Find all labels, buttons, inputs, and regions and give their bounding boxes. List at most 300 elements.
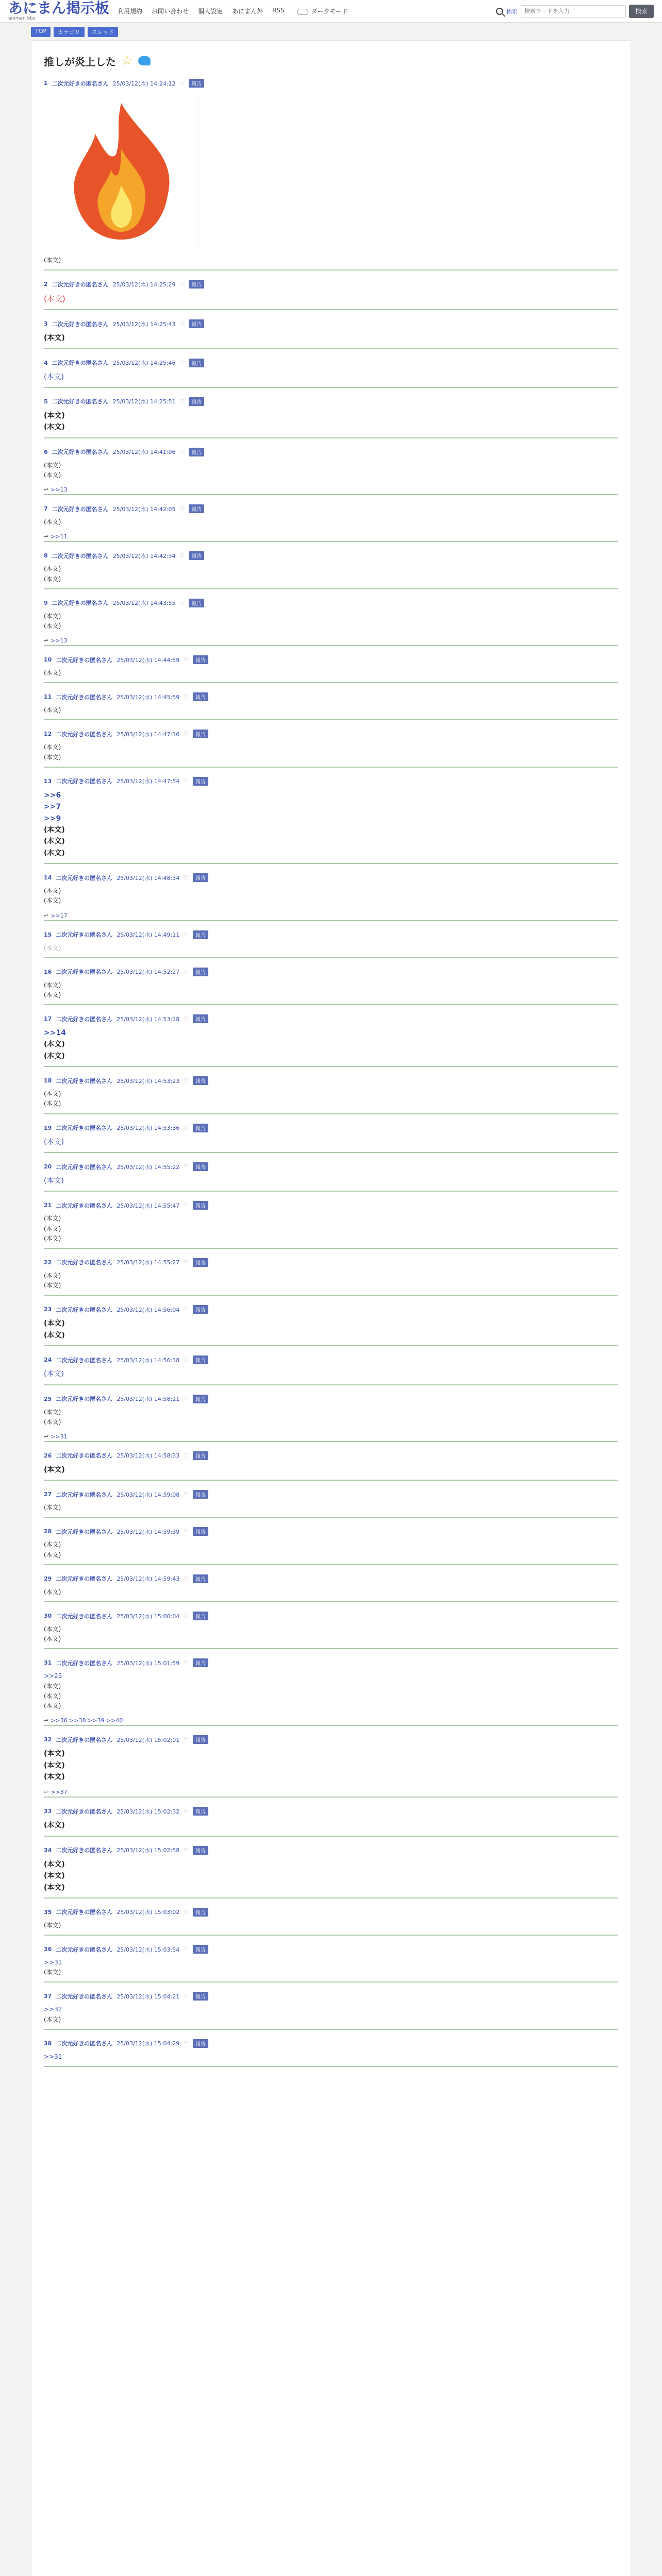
post-text-line: (本文)	[44, 1234, 61, 1242]
reply-icon: ↩	[44, 1433, 49, 1440]
post-number[interactable]: 19	[44, 1124, 52, 1131]
post-item	[44, 1011, 618, 1067]
like-heart-icon[interactable]: ♡	[184, 1395, 189, 1402]
report-button[interactable]: 報告	[193, 1992, 208, 2001]
post-text-line: (本文)	[44, 423, 65, 432]
poster-name: 二次元好きの匿名さん	[56, 1306, 113, 1313]
report-button[interactable]: 報告	[193, 1395, 208, 1403]
reply-link[interactable]: >>13	[51, 486, 68, 494]
report-button[interactable]: 報告	[193, 1945, 208, 1954]
like-heart-icon[interactable]: ♡	[179, 505, 185, 513]
post-date: 25/03/12(水) 14:48:34	[117, 874, 180, 882]
breadcrumb-top[interactable]: TOP	[31, 27, 51, 37]
post-number[interactable]: 17	[44, 1015, 52, 1023]
like-heart-icon[interactable]: ♡	[184, 1575, 189, 1582]
post-number[interactable]: 34	[44, 1846, 52, 1854]
post-header	[44, 1945, 618, 1954]
post-text-line: (本文)	[44, 2015, 61, 2023]
post-number[interactable]: 7	[44, 505, 48, 513]
search-button[interactable]: 検索	[629, 5, 654, 18]
poster-name: 二次元好きの匿名さん	[56, 731, 113, 738]
like-heart-icon[interactable]: ♡	[179, 448, 185, 455]
report-button[interactable]: 報告	[193, 1807, 208, 1816]
reply-links	[44, 531, 618, 541]
post-separator	[44, 957, 618, 958]
post-date: 25/03/12(水) 14:53:18	[117, 1015, 180, 1023]
post-date: 25/03/12(水) 14:43:55	[112, 600, 176, 607]
poster-name: 二次元好きの匿名さん	[52, 281, 109, 288]
post-number[interactable]: 9	[44, 599, 48, 606]
poster-name: 二次元好きの匿名さん	[56, 656, 113, 664]
dark-mode-label: ダークモード	[311, 8, 349, 15]
post-body	[44, 1171, 618, 1191]
post-text-line: (本文)	[44, 1465, 65, 1474]
report-button[interactable]: 報告	[189, 448, 204, 456]
report-button[interactable]: 報告	[189, 397, 204, 406]
like-heart-icon[interactable]: ♡	[179, 281, 185, 288]
poster-name: 二次元好きの匿名さん	[56, 1396, 113, 1403]
reply-link[interactable]: >>17	[51, 912, 68, 919]
post-separator	[44, 1066, 618, 1067]
post-number[interactable]: 32	[44, 1736, 52, 1743]
post-number[interactable]: 14	[44, 874, 52, 882]
like-heart-icon[interactable]: ♡	[179, 320, 185, 328]
post-item	[44, 1487, 618, 1518]
post-body	[44, 1855, 618, 1897]
post-text-line[interactable]: >>31	[44, 2053, 62, 2060]
post-number[interactable]: 12	[44, 731, 52, 738]
poster-name: 二次元好きの匿名さん	[56, 2040, 113, 2047]
twitter-share-icon[interactable]	[138, 56, 151, 65]
report-button[interactable]: 報告	[189, 79, 204, 88]
like-heart-icon[interactable]: ♡	[184, 1908, 189, 1916]
post-text-line: (本文)	[44, 1541, 61, 1549]
report-button[interactable]: 報告	[193, 1735, 208, 1744]
nav-settings[interactable]: 個人設定	[198, 8, 223, 15]
report-button[interactable]: 報告	[193, 1258, 208, 1267]
post-separator	[44, 863, 618, 864]
page-title: 推しが炎上した	[44, 55, 116, 68]
like-heart-icon[interactable]: ♡	[184, 1528, 189, 1535]
post-header	[44, 1258, 618, 1267]
like-heart-icon[interactable]: ♡	[184, 1163, 189, 1171]
post-separator	[44, 2066, 618, 2067]
search-label: 検索	[506, 8, 518, 15]
post-text-line[interactable]: >>32	[44, 2006, 62, 2013]
like-heart-icon[interactable]: ♡	[184, 1077, 189, 1084]
search-icon	[496, 8, 503, 15]
poster-name: 二次元好きの匿名さん	[56, 969, 113, 976]
post-body	[44, 1267, 618, 1295]
post-text-line[interactable]: >>9	[44, 814, 61, 823]
post-text-line: (本文)	[44, 257, 61, 264]
breadcrumb-thread[interactable]: スレッド	[88, 27, 119, 37]
post-separator	[44, 588, 618, 589]
post-number[interactable]: 15	[44, 931, 52, 938]
report-button[interactable]: 報告	[193, 1574, 208, 1583]
post-body	[44, 738, 618, 766]
post-number[interactable]: 16	[44, 968, 52, 975]
reply-link[interactable]: >>11	[51, 533, 68, 540]
post-text-line: (本文)	[44, 411, 65, 420]
breadcrumb-category[interactable]: カテゴリ	[54, 27, 85, 37]
report-button[interactable]: 報告	[193, 930, 208, 939]
post-number[interactable]: 13	[44, 777, 52, 785]
post-number[interactable]: 20	[44, 1163, 52, 1171]
post-body	[44, 1210, 618, 1248]
like-heart-icon[interactable]: ♡	[184, 693, 189, 701]
post-body	[44, 976, 618, 1004]
breadcrumb	[0, 23, 662, 37]
poster-name: 二次元好きの匿名さん	[56, 1946, 113, 1953]
post-number[interactable]: 29	[44, 1575, 52, 1582]
post-text-line: (本文)	[44, 1282, 61, 1290]
post-separator	[44, 1191, 618, 1192]
poster-name: 二次元好きの匿名さん	[56, 1736, 113, 1743]
favorite-star-icon[interactable]: ☆	[121, 53, 134, 69]
nav-contact[interactable]: お問い合わせ	[152, 8, 189, 15]
post-item	[44, 316, 618, 349]
post-number[interactable]: 31	[44, 1659, 52, 1667]
post-body	[44, 2001, 618, 2028]
post-number[interactable]: 11	[44, 693, 52, 701]
reply-link[interactable]: >>36 >>38 >>39 >>40	[51, 1717, 123, 1724]
post-text-line: (本文)	[44, 622, 61, 630]
report-button[interactable]: 報告	[189, 319, 204, 328]
post-number[interactable]: 37	[44, 1993, 52, 2000]
poster-name: 二次元好きの匿名さん	[56, 1163, 113, 1171]
post-number[interactable]: 3	[44, 320, 48, 328]
post-text-line[interactable]: >>25	[44, 1672, 62, 1680]
post-body	[44, 289, 618, 309]
post-item	[44, 1255, 618, 1296]
post-number[interactable]: 36	[44, 1946, 52, 1953]
post-text-line: (本文)	[44, 1551, 61, 1558]
reply-link[interactable]: >>37	[51, 1789, 68, 1796]
like-heart-icon[interactable]: ♡	[179, 359, 185, 366]
post-text-line: (本文)	[44, 461, 61, 469]
post-text-line: (本文)	[44, 575, 61, 583]
post-body	[44, 251, 618, 269]
report-button[interactable]: 報告	[193, 1908, 208, 1917]
like-heart-icon[interactable]: ♡	[184, 731, 189, 738]
like-heart-icon[interactable]: ♡	[184, 968, 189, 975]
like-heart-icon[interactable]: ♡	[184, 656, 189, 664]
post-header	[44, 448, 618, 456]
post-item	[44, 1121, 618, 1153]
post-date: 25/03/12(水) 14:58:11	[117, 1396, 180, 1403]
report-button[interactable]: 報告	[193, 1076, 208, 1085]
like-heart-icon[interactable]: ♡	[184, 1846, 189, 1854]
post-item	[44, 1524, 618, 1565]
post-text-line: (本文)	[44, 1702, 61, 1709]
post-item	[44, 1732, 618, 1798]
post-number[interactable]: 2	[44, 281, 48, 288]
like-heart-icon[interactable]: ♡	[184, 777, 189, 785]
report-button[interactable]: 報告	[193, 968, 208, 976]
post-text-line: (本文)	[44, 1272, 61, 1279]
post-date: 25/03/12(水) 14:52:27	[117, 969, 180, 976]
post-body	[44, 1085, 618, 1113]
post-item	[44, 964, 618, 1005]
like-heart-icon[interactable]: ♡	[184, 1491, 189, 1498]
post-text-line: (本文)	[44, 897, 61, 905]
site-logo[interactable]	[8, 1, 109, 21]
post-header	[44, 79, 618, 88]
post-item	[44, 1392, 618, 1442]
post-date: 25/03/12(水) 14:59:08	[117, 1491, 180, 1498]
post-separator	[44, 269, 618, 270]
report-button[interactable]: 報告	[193, 2039, 208, 2048]
post-header	[44, 1908, 618, 1917]
logo-text: あにまん掲示板	[8, 0, 110, 16]
poster-name: 二次元好きの匿名さん	[56, 1528, 113, 1535]
poster-name: 二次元好きの匿名さん	[56, 1491, 113, 1498]
post-header	[44, 873, 618, 882]
post-number[interactable]: 4	[44, 359, 48, 366]
report-button[interactable]: 報告	[193, 692, 208, 701]
post-item	[44, 1608, 618, 1649]
post-text-line: (本文)	[44, 1625, 61, 1633]
post-number[interactable]: 10	[44, 656, 52, 664]
poster-name: 二次元好きの匿名さん	[52, 552, 109, 560]
nav-rss[interactable]: RSS	[272, 7, 285, 14]
post-text-line: (本文)	[44, 1418, 61, 1426]
like-heart-icon[interactable]: ♡	[179, 599, 185, 606]
post-number[interactable]: 30	[44, 1613, 52, 1620]
post-item	[44, 596, 618, 646]
post-item	[44, 2036, 618, 2067]
post-text-line: (本文)	[44, 1872, 65, 1880]
post-text-line: (本文)	[44, 471, 61, 479]
post-number[interactable]: 24	[44, 1357, 52, 1364]
post-number[interactable]: 33	[44, 1808, 52, 1815]
post-number[interactable]: 38	[44, 2040, 52, 2047]
post-number[interactable]: 23	[44, 1306, 52, 1313]
post-body	[44, 786, 618, 863]
dark-mode-toggle[interactable]	[294, 7, 349, 15]
report-button[interactable]: 報告	[189, 504, 204, 513]
report-button[interactable]: 報告	[193, 1658, 208, 1667]
post-date: 25/03/12(水) 14:44:59	[117, 656, 180, 664]
post-date: 25/03/12(水) 14:25:51	[112, 398, 176, 405]
reply-link[interactable]: >>13	[51, 637, 68, 645]
reply-icon: ↩	[44, 1717, 49, 1724]
report-button[interactable]: 報告	[193, 1490, 208, 1499]
reply-links	[44, 635, 618, 645]
post-separator	[44, 348, 618, 349]
post-body	[44, 701, 618, 719]
search-input[interactable]	[521, 5, 626, 18]
post-text-line: (本文)	[44, 565, 61, 573]
post-date: 25/03/12(水) 15:02:58	[117, 1847, 180, 1854]
report-button[interactable]: 報告	[189, 359, 204, 367]
post-number[interactable]: 35	[44, 1908, 52, 1916]
post-number[interactable]: 26	[44, 1452, 52, 1459]
report-button[interactable]: 報告	[189, 551, 204, 560]
report-button[interactable]: 報告	[193, 1124, 208, 1132]
post-date: 25/03/12(水) 14:56:04	[117, 1306, 180, 1313]
post-separator	[44, 682, 618, 683]
report-button[interactable]: 報告	[193, 1527, 208, 1536]
post-text-line: (本文)	[44, 1040, 65, 1049]
post-number[interactable]: 6	[44, 448, 48, 455]
post-number[interactable]: 5	[44, 398, 48, 405]
post-text-line: (本文)	[44, 1821, 65, 1830]
post-text-line: (本文)	[44, 849, 65, 857]
post-separator	[44, 1295, 618, 1296]
post-text-line: (本文)	[44, 1588, 61, 1596]
post-text-line[interactable]: >>6	[44, 791, 61, 800]
post-date: 25/03/12(水) 14:47:54	[117, 778, 180, 785]
post-text-line[interactable]: >>7	[44, 803, 61, 811]
post-date: 25/03/12(水) 15:02:32	[117, 1808, 180, 1815]
report-button[interactable]: 報告	[193, 1201, 208, 1210]
report-button[interactable]: 報告	[193, 1846, 208, 1855]
report-button[interactable]: 報告	[193, 777, 208, 786]
like-heart-icon[interactable]: ♡	[184, 2040, 189, 2047]
post-item	[44, 1905, 618, 1936]
post-text-line: (本文)	[44, 1408, 61, 1416]
post-separator	[44, 309, 618, 310]
post-item	[44, 76, 618, 270]
like-heart-icon[interactable]: ♡	[184, 1613, 189, 1620]
post-body	[44, 1954, 618, 1981]
report-button[interactable]: 報告	[193, 1451, 208, 1460]
post-header	[44, 1124, 618, 1132]
reply-links	[44, 1787, 618, 1797]
post-number[interactable]: 21	[44, 1202, 52, 1209]
post-item	[44, 726, 618, 767]
post-text-line: (本文)	[44, 1860, 65, 1869]
post-text-line: (本文)	[44, 1052, 65, 1060]
post-header	[44, 280, 618, 289]
post-header	[44, 1612, 618, 1620]
post-number[interactable]: 1	[44, 80, 48, 87]
post-date: 25/03/12(水) 15:02:01	[117, 1736, 180, 1743]
post-body	[44, 882, 618, 910]
post-text-line: (本文)	[44, 1319, 65, 1328]
like-heart-icon[interactable]: ♡	[184, 1306, 189, 1313]
post-number[interactable]: 27	[44, 1491, 52, 1498]
post-item	[44, 1448, 618, 1481]
poster-name: 二次元好きの匿名さん	[52, 505, 109, 513]
like-heart-icon[interactable]: ♡	[184, 1357, 189, 1364]
nav-terms[interactable]: 利用規約	[118, 8, 143, 15]
like-heart-icon[interactable]: ♡	[179, 80, 185, 87]
like-heart-icon[interactable]: ♡	[184, 1202, 189, 1209]
thread-sheet	[31, 40, 631, 2576]
like-heart-icon[interactable]: ♡	[184, 1124, 189, 1131]
like-heart-icon[interactable]: ♡	[184, 1946, 189, 1953]
post-number[interactable]: 25	[44, 1395, 52, 1402]
post-text-line: (本文)	[44, 372, 64, 381]
like-heart-icon[interactable]: ♡	[184, 874, 189, 882]
like-heart-icon[interactable]: ♡	[184, 1808, 189, 1815]
poster-name: 二次元好きの匿名さん	[56, 874, 113, 882]
post-header	[44, 359, 618, 367]
post-text-line: (本文)	[44, 706, 61, 714]
post-separator	[44, 1648, 618, 1649]
post-text-line: (本文)	[44, 944, 61, 952]
post-separator	[44, 645, 618, 646]
post-text-line[interactable]: >>31	[44, 1959, 62, 1967]
post-body	[44, 1917, 618, 1935]
post-header	[44, 1076, 618, 1085]
report-button[interactable]: 報告	[193, 1355, 208, 1364]
post-separator	[44, 437, 618, 438]
report-button[interactable]: 報告	[193, 873, 208, 882]
post-body	[44, 1460, 618, 1480]
poster-name: 二次元好きの匿名さん	[56, 1452, 113, 1460]
post-text-line[interactable]: >>14	[44, 1029, 66, 1038]
post-text-line: (本文)	[44, 334, 65, 343]
post-date: 25/03/12(水) 14:41:06	[112, 449, 176, 456]
post-header	[44, 1735, 618, 1744]
like-heart-icon[interactable]: ♡	[184, 1015, 189, 1023]
like-heart-icon[interactable]: ♡	[184, 1736, 189, 1743]
report-button[interactable]: 報告	[193, 1162, 208, 1171]
like-heart-icon[interactable]: ♡	[184, 1452, 189, 1459]
report-button[interactable]: 報告	[193, 1014, 208, 1023]
post-header	[44, 1162, 618, 1171]
post-header	[44, 1846, 618, 1855]
post-number[interactable]: 28	[44, 1528, 52, 1535]
post-text-line: (本文)	[44, 1215, 61, 1223]
post-header	[44, 1395, 618, 1403]
post-text-line: (本文)	[44, 1772, 65, 1781]
report-button[interactable]: 報告	[193, 730, 208, 738]
like-heart-icon[interactable]: ♡	[179, 398, 185, 405]
post-number[interactable]: 22	[44, 1259, 52, 1266]
post-header	[44, 1451, 618, 1460]
reply-link[interactable]: >>31	[51, 1433, 68, 1440]
report-button[interactable]: 報告	[193, 1612, 208, 1620]
post-body	[44, 1364, 618, 1384]
like-heart-icon[interactable]: ♡	[184, 1659, 189, 1667]
post-header	[44, 319, 618, 328]
post-separator	[44, 1897, 618, 1899]
fire-icon	[44, 93, 198, 247]
post-body	[44, 1583, 618, 1601]
like-heart-icon[interactable]: ♡	[184, 1993, 189, 2000]
flame-image	[44, 93, 198, 247]
like-heart-icon[interactable]: ♡	[179, 552, 185, 560]
post-text-line: (本文)	[44, 743, 61, 751]
report-button[interactable]: 報告	[189, 280, 204, 289]
post-item	[44, 501, 618, 542]
post-number[interactable]: 8	[44, 552, 48, 560]
post-date: 25/03/12(水) 14:55:22	[117, 1163, 180, 1171]
report-button[interactable]: 報告	[193, 655, 208, 664]
nav-external[interactable]: あにまん外	[232, 8, 263, 15]
post-separator	[44, 1345, 618, 1346]
post-number[interactable]: 18	[44, 1077, 52, 1084]
post-body	[44, 456, 618, 484]
like-heart-icon[interactable]: ♡	[184, 931, 189, 938]
post-date: 25/03/12(水) 14:55:27	[117, 1259, 180, 1266]
post-date: 25/03/12(水) 15:04:29	[117, 2040, 180, 2047]
post-body	[44, 328, 618, 348]
like-heart-icon[interactable]: ♡	[184, 1259, 189, 1266]
post-date: 25/03/12(水) 15:03:02	[117, 1909, 180, 1916]
post-text-line: (本文)	[44, 991, 61, 998]
post-text-line: (本文)	[44, 669, 61, 677]
reply-links	[44, 1715, 618, 1725]
report-button[interactable]: 報告	[193, 1305, 208, 1314]
report-button[interactable]: 報告	[189, 599, 204, 607]
post-header	[44, 2039, 618, 2048]
